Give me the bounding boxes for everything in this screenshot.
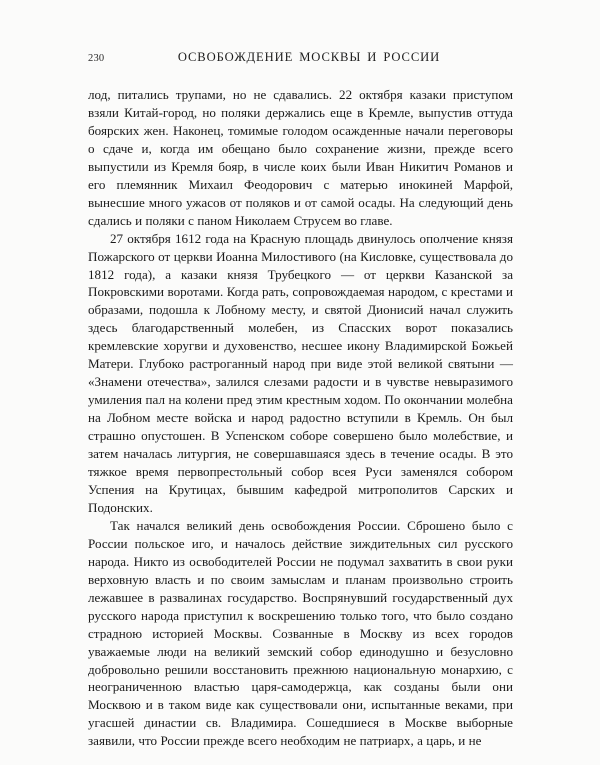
paragraph-2: 27 октября 1612 года на Красную площадь двинулось ополчение князя Пожарского от церкви Иоанна Милостивого (на Кисловке, существовала до 1812 года), а казаки князя Трубецкого — от церкви Казанской за Покровскими воротами. Когда рать, сопровождаемая народом, с крестами и образами, подошла к Лобному месту, и святой Дионисий начал служить здесь благодарственный молебен, из Спасских ворот показались кремлевские хоругви и духовенство, несшее икону Владимирской Божьей Матери. Глубоко растроганный народ при виде этой великой святыни — «Знамени отечества», залился слезами радости и в чувстве невыразимого умиления пал на колени пред этим крестным ходом. По окончании молебна на Лобном месте войска и народ радостно вступили в Кремль. Он был страшно опустошен. В Успенском соборе совершено было молебствие, и затем началась литургия, не совершавшаяся здесь в течение осады. В это тяжкое время первопрестольный собор всея Руси заменялся собором Успения на Крутицах, бывшим кафедрой митрополитов Сарских и Подонских. [88, 230, 513, 515]
running-head [88, 50, 512, 68]
page-number: 230 [88, 53, 105, 64]
running-head-title: ОСВОБОЖДЕНИЕ МОСКВЫ И РОССИИ [177, 50, 441, 64]
body-text-block [88, 86, 513, 750]
paragraph-3: Так начался великий день освобождения России. Сброшено было с России польское иго, и началось действие зиждительных сил русского народа. Никто из освободителей России не подумал захватить в свои руки верховную власть и по своим замыслам и планам произвольно строить лежавшее в развалинах государство. Воспрянувший государственный дух русского народа приступил к воскрешению только того, что было создано страдною историей Москвы. Созванные в Москву из всех городов уважаемые люди на великий земский собор единодушно и безусловно добровольно решили восстановить прежнюю национальную монархию, с неограниченною властью царя-самодержца, как созданы были они Москвою и в таком виде как существовали они, испытанные веками, при угасшей династии св. Владимира. Сошедшиеся в Москве выборные заявили, что России прежде всего необходим не патриарх, а царь, и не [88, 517, 513, 749]
paragraph-1: лод, питались трупами, но не сдавались. 22 октября казаки приступом взяли Китай-город, но поляки держались еще в Кремле, выпустив оттуда боярских жен. Наконец, томимые голодом осажденные начали переговоры о сдаче и, когда им обещано было сохранение жизни, прежде всего выпустили из Кремля бояр, в числе коих были Иван Никитич Романов и его племянник Михаил Феодорович с матерью инокиней Марфой, вынесшие много ужасов от поляков и от самой осады. На следующий день сдались и поляки с паном Николаем Струсем во главе. [88, 87, 513, 228]
